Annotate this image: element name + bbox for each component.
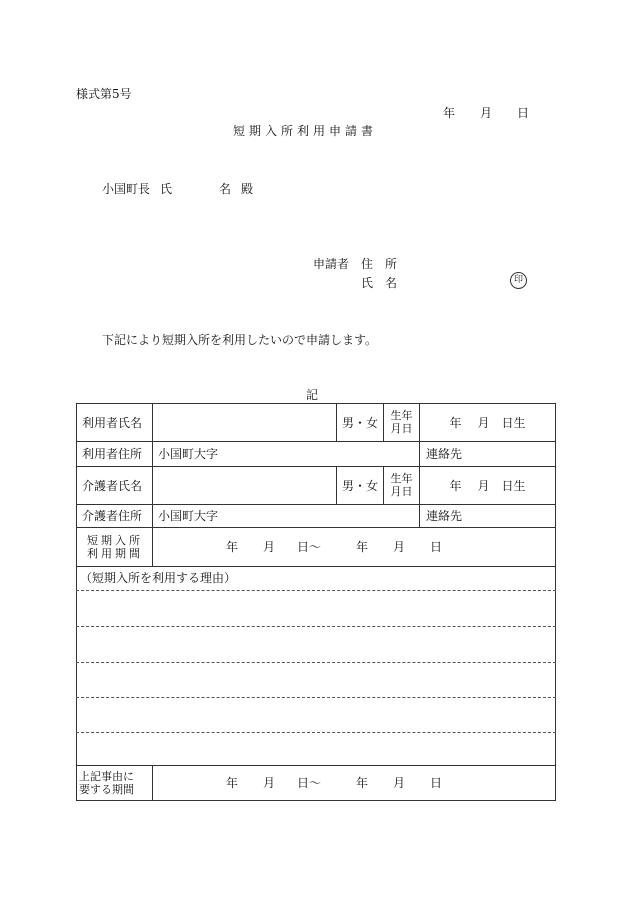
period-end-year: 年 [356, 540, 369, 554]
applicant-address-line [313, 255, 409, 272]
period-end-month: 月 [393, 776, 406, 790]
period-end-day: 日 [430, 776, 443, 790]
period-start-day: 日～ [297, 776, 322, 790]
user-name-field[interactable] [154, 404, 335, 440]
user-address-label: 利用者住所 [82, 447, 143, 461]
user-birth-label [384, 403, 419, 441]
date-day: 日 [517, 106, 530, 120]
birth-label-line-2: 月日 [390, 422, 413, 435]
period-end-month: 月 [393, 540, 406, 554]
reason-label: （短期入所を利用する理由） [80, 570, 237, 585]
period-end-year: 年 [356, 776, 369, 790]
caregiver-name-field[interactable] [154, 467, 335, 503]
caregiver-birth-date-field[interactable] [420, 466, 555, 504]
column-divider [152, 765, 153, 801]
column-divider [152, 403, 153, 566]
table-border-bottom [76, 800, 556, 801]
user-address-field[interactable]: 小国町大字 [158, 447, 219, 461]
required-period-label [79, 765, 151, 800]
birth-label-line-2: 月日 [390, 485, 413, 498]
caregiver-address-label: 介護者住所 [82, 509, 143, 523]
table-border-right [555, 403, 556, 801]
period-start-month: 月 [263, 540, 276, 554]
addressee-mei: 名 [219, 182, 232, 196]
caregiver-birth-label [384, 466, 419, 504]
caregiver-contact-field[interactable]: 連絡先 [426, 509, 463, 523]
user-name-label: 利用者氏名 [82, 415, 143, 430]
addressee-den: 殿 [241, 182, 254, 196]
period-start-month: 月 [263, 776, 276, 790]
user-birth-date-field[interactable] [420, 403, 555, 441]
required-period-label-line-2: 要する期間 [79, 782, 134, 796]
required-period-field[interactable] [226, 765, 442, 800]
addressee-town-mayor: 小国町長 [102, 182, 151, 196]
document-title: 短期入所利用申請書 [233, 124, 378, 138]
application-form-table [76, 403, 556, 801]
birth-month: 月 [477, 478, 490, 493]
seal-mark-icon: 印 [510, 272, 527, 289]
usage-period-label [80, 527, 150, 566]
period-start-day: 日～ [297, 540, 322, 554]
applicant-label: 申請者 [313, 257, 350, 271]
period-end-day: 日 [430, 540, 443, 554]
user-gender-option[interactable]: 男・女 [341, 415, 378, 430]
row-divider [76, 566, 556, 567]
form-number: 様式第5号 [76, 87, 132, 101]
user-contact-field[interactable]: 連絡先 [426, 447, 463, 461]
birth-label-line-1: 生年 [390, 472, 413, 485]
birth-day: 日生 [501, 478, 526, 493]
date-line [443, 104, 529, 121]
caregiver-address-field[interactable]: 小国町大字 [158, 509, 219, 523]
birth-year: 年 [449, 478, 462, 493]
applicant-name-label: 氏名 [361, 276, 410, 290]
birth-label-line-1: 生年 [390, 409, 413, 422]
caregiver-name-label: 介護者氏名 [82, 478, 143, 493]
birth-month: 月 [477, 415, 490, 430]
date-month: 月 [480, 106, 493, 120]
applicant-address-label: 住所 [361, 257, 410, 271]
usage-period-label-line-2: 利用期間 [87, 546, 143, 560]
addressee [102, 180, 253, 197]
addressee-shi: 氏 [160, 182, 173, 196]
caregiver-gender-option[interactable]: 男・女 [341, 478, 378, 493]
birth-year: 年 [449, 415, 462, 430]
birth-day: 日生 [501, 415, 526, 430]
date-year: 年 [443, 106, 456, 120]
period-start-year: 年 [226, 540, 239, 554]
reason-field[interactable] [77, 589, 555, 764]
ki-heading: 記 [306, 388, 319, 402]
usage-period-label-line-1: 短期入所 [87, 533, 143, 547]
usage-period-field[interactable] [226, 527, 442, 566]
application-statement: 下記により短期入所を利用したいので申請します。 [102, 333, 378, 347]
required-period-label-line-1: 上記事由に [79, 769, 134, 783]
period-start-year: 年 [226, 776, 239, 790]
